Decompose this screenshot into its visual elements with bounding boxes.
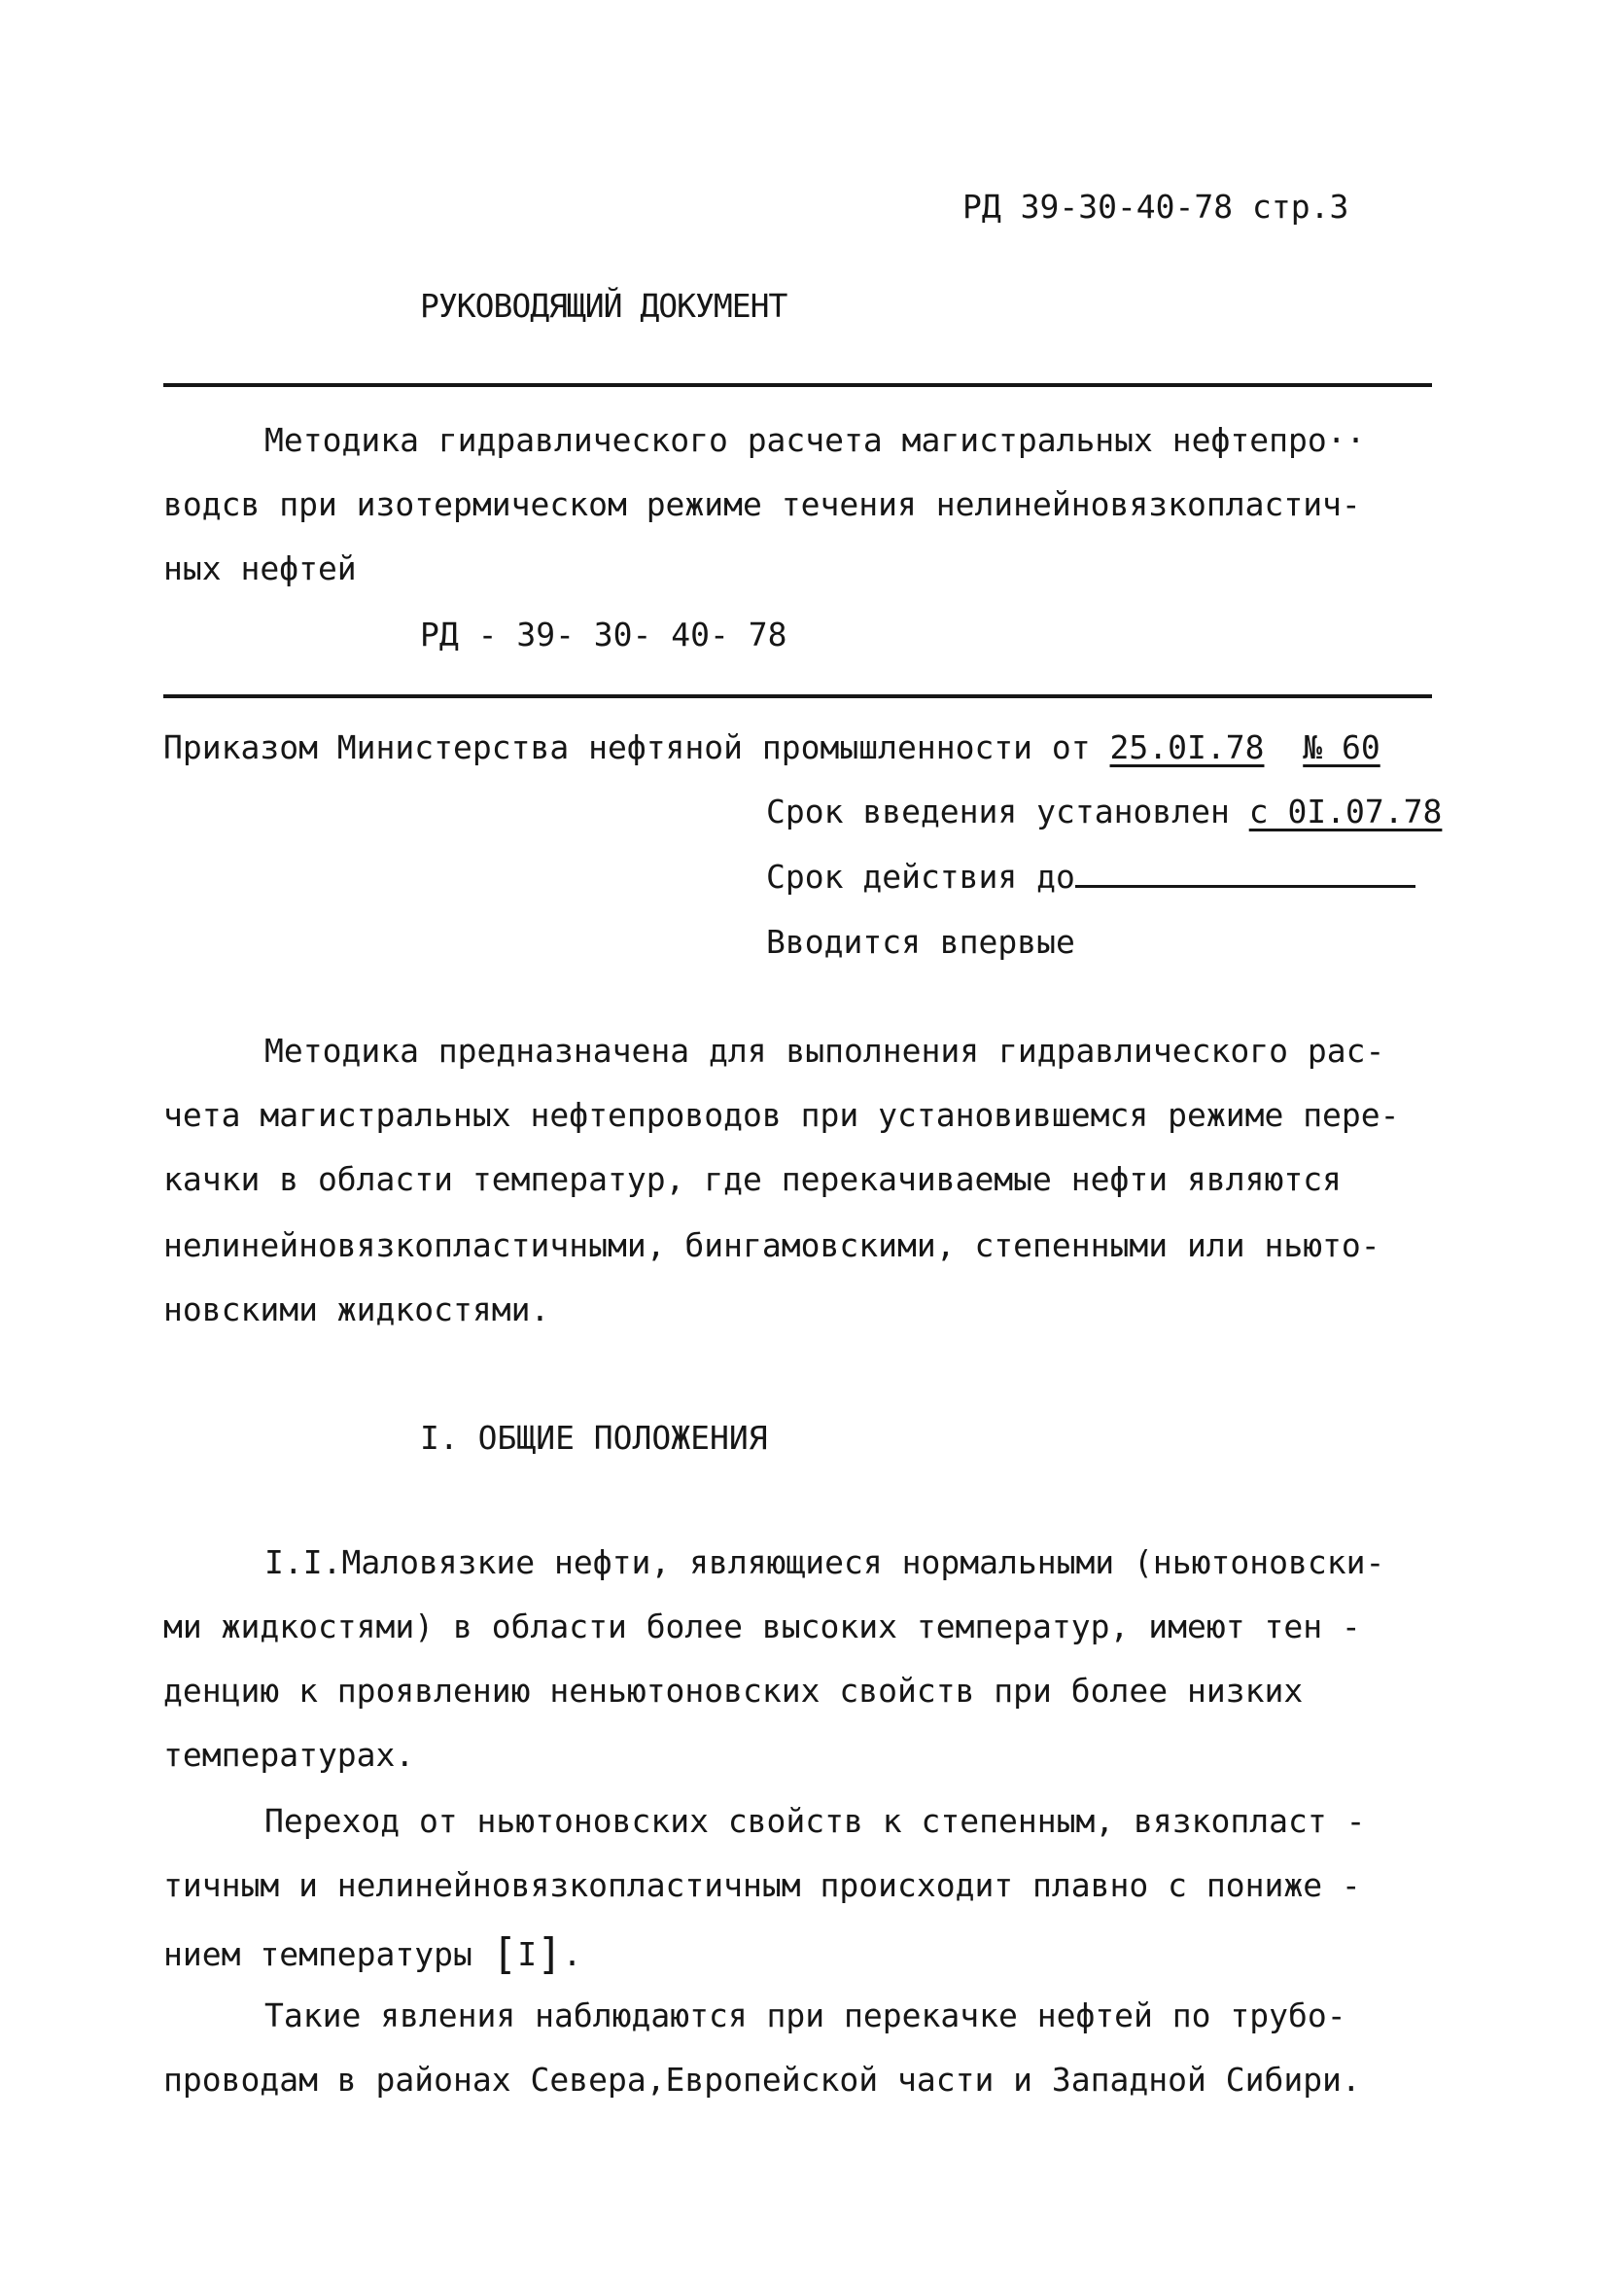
intro-line-3: качки в области температур, где перекачиваемые нефти являются: [163, 1160, 1342, 1198]
section-para2-line-3-text: нием температуры: [163, 1935, 492, 1973]
section-para3-line-1: Такие явления наблюдаются при перекачке нефтей по трубо-: [264, 1996, 1346, 2034]
approval-order-date: 25.0I.78: [1109, 728, 1265, 766]
reference-number: I: [517, 1935, 538, 1973]
title-line-2: водсв при изотермическом режиме течения нелинейновязкопластич-: [163, 485, 1361, 523]
introduction-label: Срок введения установлен: [766, 793, 1249, 830]
document-code: РД - 39- 30- 40- 78: [420, 616, 787, 653]
section-para1-line-1: I.I.Маловязкие нефти, являющиеся нормальными (ньютоновски-: [264, 1543, 1385, 1581]
validity-blank: [1075, 860, 1415, 888]
section-para1-line-4: температурах.: [163, 1736, 415, 1774]
section-para2-line-1: Переход от ньютоновских свойств к степенным, вязкопласт -: [264, 1802, 1366, 1840]
introduction-date: с 0I.07.78: [1248, 793, 1443, 830]
reference-open-bracket: [: [491, 1929, 518, 1979]
section-heading: I. ОБЩИЕ ПОЛОЖЕНИЯ: [420, 1419, 768, 1457]
reference-close-bracket: ]: [537, 1929, 563, 1979]
section-para2-line-2: тичным и нелинейновязкопластичным происходит плавно с пониже -: [163, 1866, 1361, 1904]
section-para2-line-3: [163, 1929, 582, 1979]
first-time-note: Вводится впервые: [766, 923, 1075, 961]
intro-line-1: Методика предназначена для выполнения гидравлического рас-: [264, 1032, 1385, 1070]
page-reference: РД 39-30-40-78 стр.3: [962, 188, 1349, 226]
section-para3-line-2: проводам в районах Севера,Европейской части и Западной Сибири.: [163, 2061, 1361, 2099]
intro-line-4: нелинейновязкопластичными, бингамовскими, степенными или ньюто-: [163, 1226, 1380, 1264]
introduction-date-line: [766, 795, 1442, 828]
title-line-3: ных нефтей: [163, 549, 357, 587]
intro-line-5: новскими жидкостями.: [163, 1290, 550, 1328]
section-para1-line-3: денцию к проявлению неньютоновских свойств при более низких: [163, 1672, 1304, 1710]
reference-period: .: [562, 1935, 582, 1973]
validity-label: Срок действия до: [766, 858, 1075, 896]
intro-line-2: чета магистральных нефтепроводов при установившемся режиме пере-: [163, 1096, 1400, 1134]
approval-order-number: № 60: [1303, 728, 1380, 766]
validity-line: [766, 858, 1415, 896]
title-line-1: Методика гидравлического расчета магистральных нефтепро··: [264, 421, 1366, 459]
bottom-divider: [163, 694, 1432, 698]
document-type-heading: РУКОВОДЯЩИЙ ДОКУМЕНТ: [420, 287, 787, 325]
top-divider: [163, 383, 1432, 387]
approval-order-text: Приказом Министерства нефтяной промышленности от: [163, 728, 1110, 766]
section-para1-line-2: ми жидкостями) в области более высоких температур, имеют тен -: [163, 1607, 1361, 1645]
approval-order-line: [163, 728, 1380, 766]
